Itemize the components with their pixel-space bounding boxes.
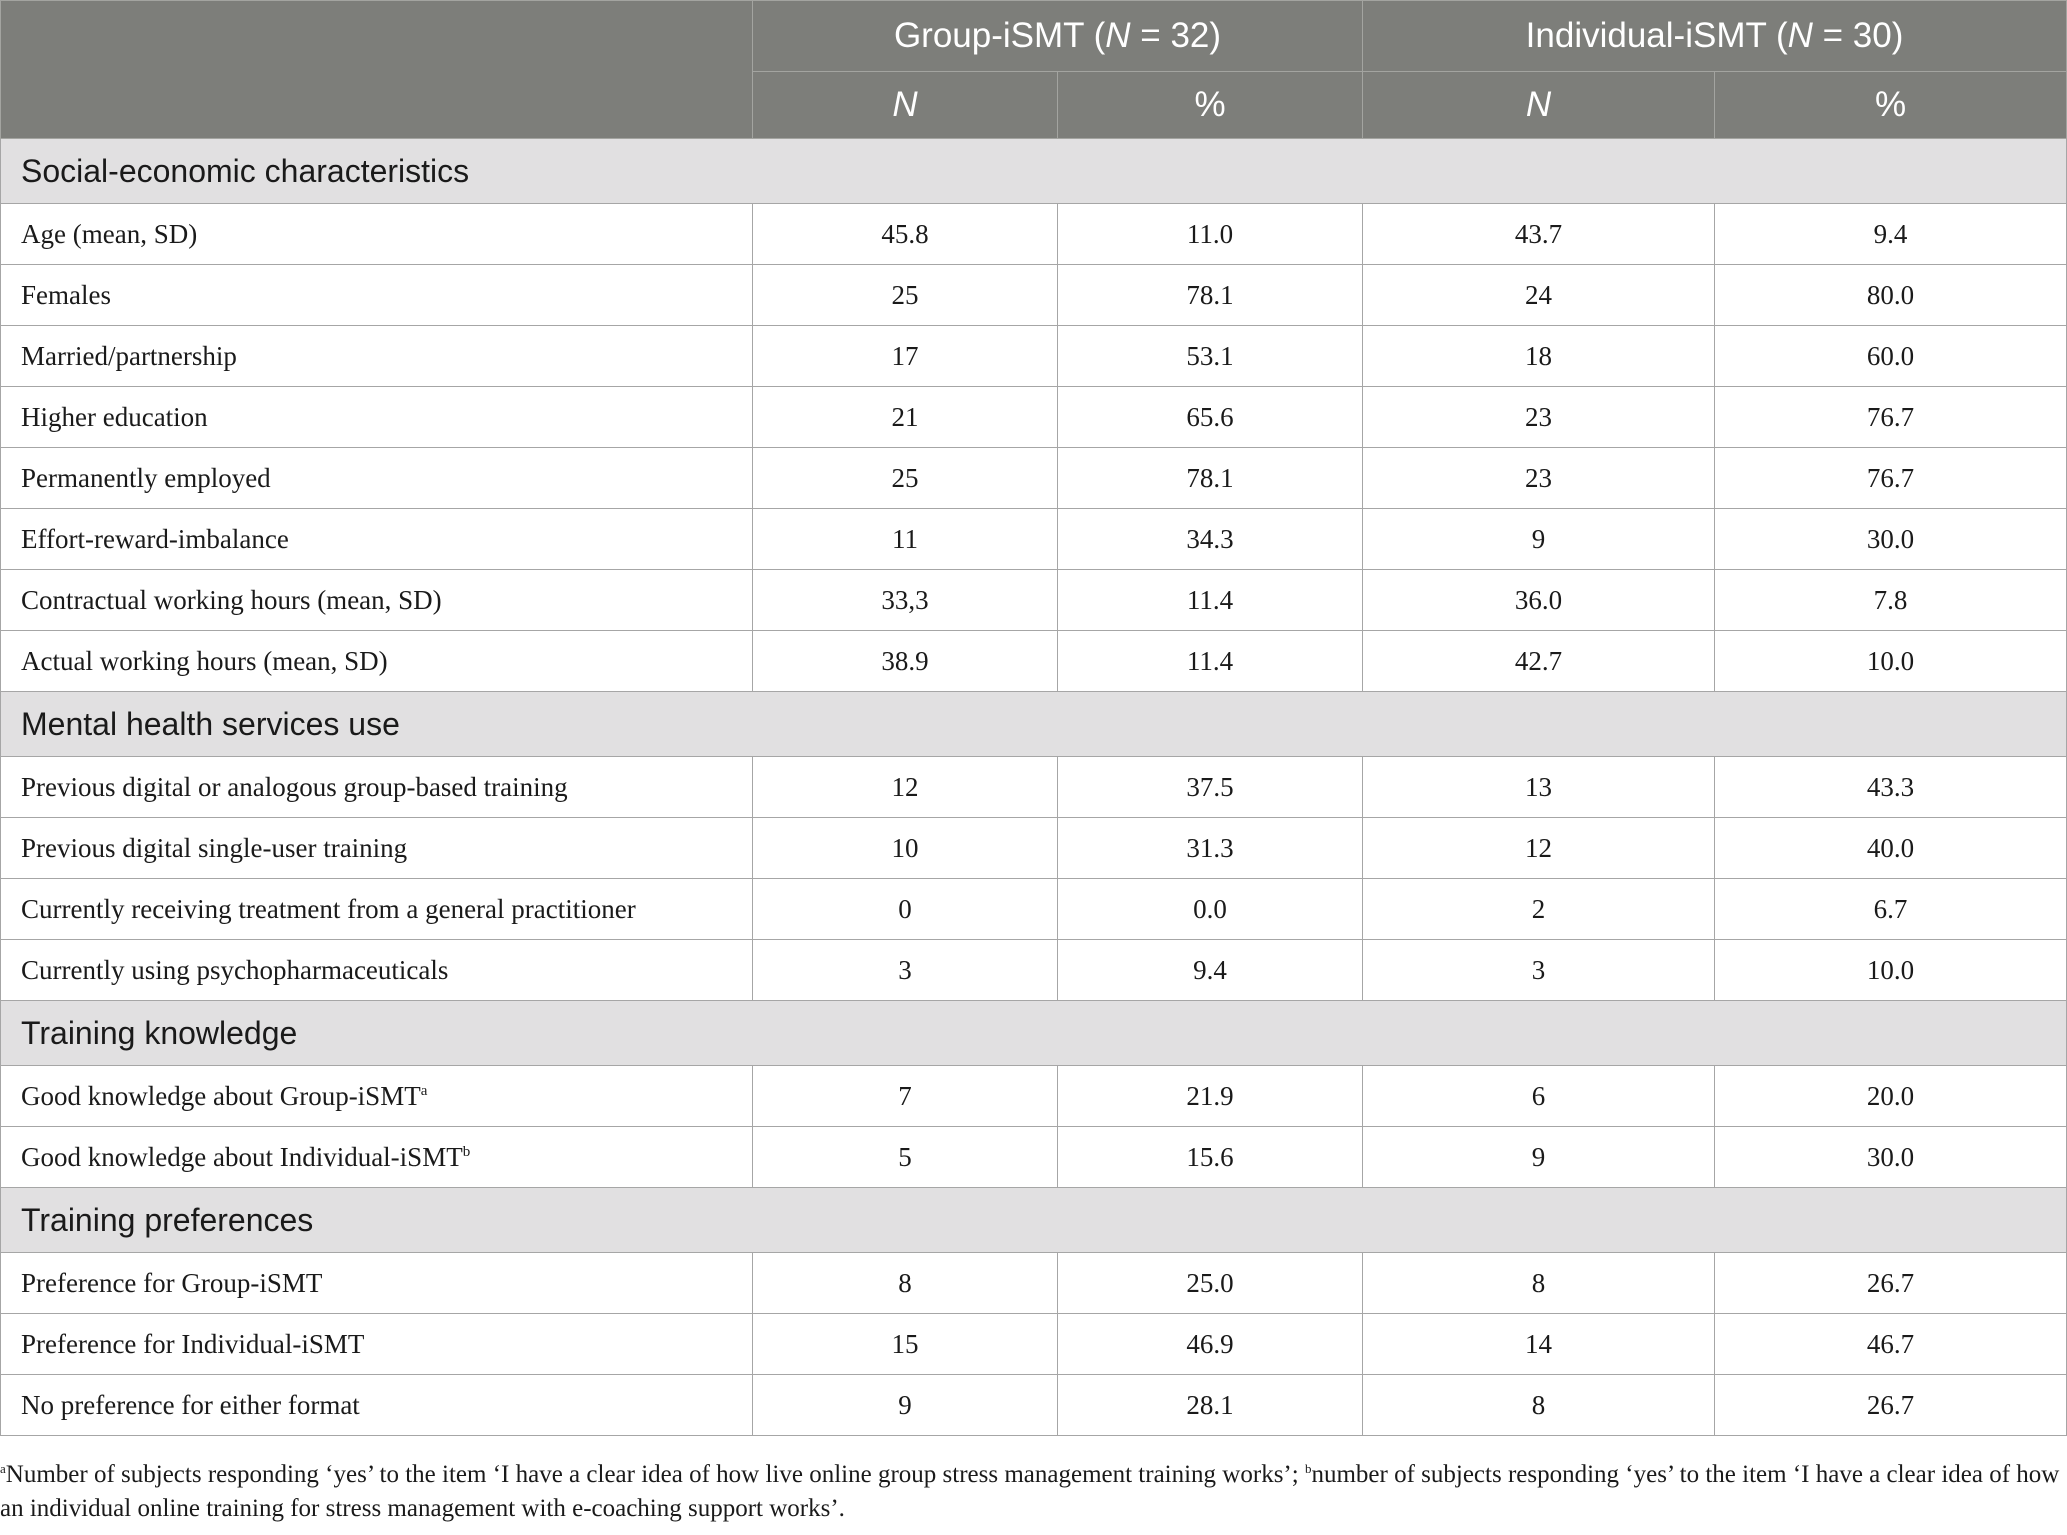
- row-label-cell: [1, 1314, 753, 1375]
- cell-individual-percent: 30.0: [1715, 509, 2067, 570]
- row-label: Actual working hours (mean, SD): [21, 645, 388, 676]
- row-label: Age (mean, SD): [21, 218, 198, 249]
- row-label: Contractual working hours (mean, SD): [21, 584, 442, 615]
- row-label-footnote-marker: b: [462, 1143, 471, 1160]
- cell-individual-n: 23: [1363, 448, 1715, 509]
- cell-individual-percent: 9.4: [1715, 204, 2067, 265]
- row-label-cell: [1, 631, 753, 692]
- footnote-marker-b: b: [1304, 1461, 1312, 1476]
- cell-group-percent: 0.0: [1058, 879, 1363, 940]
- cell-individual-percent: 76.7: [1715, 448, 2067, 509]
- section-title: Mental health services use: [1, 692, 2067, 757]
- cell-individual-n: 13: [1363, 757, 1715, 818]
- header-group-ismt-n-symbol: N: [1105, 16, 1131, 55]
- header-individual-ismt: [1363, 1, 2067, 72]
- section-row: [1, 692, 2067, 757]
- row-label-footnote-marker: a: [420, 1082, 428, 1099]
- cell-group-percent: 37.5: [1058, 757, 1363, 818]
- cell-individual-n: 9: [1363, 1127, 1715, 1188]
- table-row: [1, 757, 2067, 818]
- header-group-ismt-n-value: = 32): [1130, 16, 1222, 55]
- cell-individual-n: 42.7: [1363, 631, 1715, 692]
- table-body: [1, 139, 2067, 1436]
- cell-group-percent: 34.3: [1058, 509, 1363, 570]
- row-label: Effort-reward-imbalance: [21, 523, 289, 554]
- cell-group-percent: 28.1: [1058, 1375, 1363, 1436]
- cell-individual-percent: 20.0: [1715, 1066, 2067, 1127]
- row-label: Females: [21, 279, 111, 310]
- cell-group-percent: 53.1: [1058, 326, 1363, 387]
- cell-individual-n: 18: [1363, 326, 1715, 387]
- table-row: [1, 940, 2067, 1001]
- row-label-cell: [1, 326, 753, 387]
- cell-individual-percent: 7.8: [1715, 570, 2067, 631]
- table-row: [1, 818, 2067, 879]
- row-label: Good knowledge about Group-iSMT: [21, 1080, 421, 1111]
- cell-group-percent: 25.0: [1058, 1253, 1363, 1314]
- cell-individual-n: 9: [1363, 509, 1715, 570]
- row-label: Married/partnership: [21, 340, 237, 371]
- cell-group-n: 21: [753, 387, 1058, 448]
- row-label: No preference for either format: [21, 1389, 360, 1420]
- table-row: [1, 326, 2067, 387]
- cell-individual-n: 14: [1363, 1314, 1715, 1375]
- table-row: [1, 1375, 2067, 1436]
- header-individual-ismt-n-symbol: N: [1787, 16, 1813, 55]
- row-label-cell: [1, 757, 753, 818]
- cell-individual-n: 8: [1363, 1253, 1715, 1314]
- row-label-cell: [1, 940, 753, 1001]
- table-row: [1, 265, 2067, 326]
- header-label-cell: [1, 1, 753, 139]
- cell-individual-percent: 10.0: [1715, 940, 2067, 1001]
- cell-group-percent: 9.4: [1058, 940, 1363, 1001]
- section-row: [1, 1188, 2067, 1253]
- cell-group-n: 3: [753, 940, 1058, 1001]
- cell-group-n: 10: [753, 818, 1058, 879]
- cell-group-n: 11: [753, 509, 1058, 570]
- cell-group-percent: 21.9: [1058, 1066, 1363, 1127]
- table-row: [1, 387, 2067, 448]
- header-individual-ismt-n-value: = 30): [1812, 16, 1904, 55]
- row-label-cell: [1, 509, 753, 570]
- header-group-ismt-title: Group-iSMT (: [893, 16, 1106, 55]
- cell-individual-percent: 46.7: [1715, 1314, 2067, 1375]
- table-row: [1, 1127, 2067, 1188]
- cell-group-n: 12: [753, 757, 1058, 818]
- footnote-marker-a: a: [0, 1461, 6, 1476]
- row-label-cell: [1, 1066, 753, 1127]
- section-row: [1, 139, 2067, 204]
- footnote-text-b: number of subjects responding ‘yes’ to the item ‘I have a clear idea of how an individual online training for stress management with e-coaching support works’.: [0, 1461, 2060, 1522]
- table-row: [1, 631, 2067, 692]
- cell-individual-n: 3: [1363, 940, 1715, 1001]
- cell-group-n: 0: [753, 879, 1058, 940]
- cell-group-percent: 31.3: [1058, 818, 1363, 879]
- cell-individual-n: 43.7: [1363, 204, 1715, 265]
- row-label-cell: [1, 265, 753, 326]
- cell-individual-n: 36.0: [1363, 570, 1715, 631]
- cell-group-n: 7: [753, 1066, 1058, 1127]
- header-group-ismt: [753, 1, 1363, 72]
- cell-individual-n: 8: [1363, 1375, 1715, 1436]
- cell-group-n: 17: [753, 326, 1058, 387]
- cell-individual-n: 2: [1363, 879, 1715, 940]
- cell-group-percent: 46.9: [1058, 1314, 1363, 1375]
- subheader-group-percent: %: [1058, 72, 1363, 139]
- cell-group-percent: 78.1: [1058, 265, 1363, 326]
- cell-individual-percent: 76.7: [1715, 387, 2067, 448]
- table-row: [1, 879, 2067, 940]
- cell-individual-n: 24: [1363, 265, 1715, 326]
- row-label: Previous digital or analogous group-based training: [21, 771, 568, 802]
- table-row: [1, 448, 2067, 509]
- section-row: [1, 1001, 2067, 1066]
- section-title: Social-economic characteristics: [1, 139, 2067, 204]
- cell-group-percent: 11.4: [1058, 570, 1363, 631]
- cell-individual-percent: 26.7: [1715, 1375, 2067, 1436]
- row-label: Preference for Individual-iSMT: [21, 1328, 365, 1359]
- cell-group-percent: 15.6: [1058, 1127, 1363, 1188]
- table-row: [1, 1253, 2067, 1314]
- cell-group-percent: 11.4: [1058, 631, 1363, 692]
- subheader-individual-n: N: [1363, 72, 1715, 139]
- row-label: Higher education: [21, 401, 208, 432]
- table-row: [1, 1314, 2067, 1375]
- cell-group-n: 5: [753, 1127, 1058, 1188]
- subheader-individual-percent: %: [1715, 72, 2067, 139]
- cell-individual-percent: 40.0: [1715, 818, 2067, 879]
- cell-individual-percent: 60.0: [1715, 326, 2067, 387]
- cell-group-percent: 11.0: [1058, 204, 1363, 265]
- section-title: Training preferences: [1, 1188, 2067, 1253]
- cell-group-n: 45.8: [753, 204, 1058, 265]
- cell-group-n: 38.9: [753, 631, 1058, 692]
- row-label-cell: [1, 448, 753, 509]
- cell-individual-percent: 30.0: [1715, 1127, 2067, 1188]
- row-label: Currently receiving treatment from a general practitioner: [21, 893, 636, 924]
- table-row: [1, 509, 2067, 570]
- subheader-group-n: N: [753, 72, 1058, 139]
- cell-individual-n: 6: [1363, 1066, 1715, 1127]
- table-footnote: [0, 1458, 2062, 1526]
- row-label: Previous digital single-user training: [21, 832, 408, 863]
- row-label-cell: [1, 1375, 753, 1436]
- row-label-cell: [1, 570, 753, 631]
- cell-group-n: 33,3: [753, 570, 1058, 631]
- cell-group-n: 25: [753, 448, 1058, 509]
- section-title: Training knowledge: [1, 1001, 2067, 1066]
- row-label: Preference for Group-iSMT: [21, 1267, 323, 1298]
- cell-group-percent: 78.1: [1058, 448, 1363, 509]
- row-label: Good knowledge about Individual-iSMT: [21, 1141, 463, 1172]
- row-label-cell: [1, 818, 753, 879]
- table-row: [1, 1066, 2067, 1127]
- cell-group-n: 15: [753, 1314, 1058, 1375]
- cell-group-n: 25: [753, 265, 1058, 326]
- row-label-cell: [1, 1127, 753, 1188]
- row-label: Currently using psychopharmaceuticals: [21, 954, 449, 985]
- header-individual-ismt-title: Individual-iSMT (: [1525, 16, 1788, 55]
- cell-individual-percent: 10.0: [1715, 631, 2067, 692]
- cell-individual-n: 12: [1363, 818, 1715, 879]
- cell-group-n: 8: [753, 1253, 1058, 1314]
- row-label-cell: [1, 879, 753, 940]
- row-label-cell: [1, 1253, 753, 1314]
- cell-group-percent: 65.6: [1058, 387, 1363, 448]
- row-label-cell: [1, 204, 753, 265]
- row-label: Permanently employed: [21, 462, 271, 493]
- table-header: [1, 1, 2067, 139]
- cell-individual-n: 23: [1363, 387, 1715, 448]
- cell-individual-percent: 80.0: [1715, 265, 2067, 326]
- footnote-text-a: Number of subjects responding ‘yes’ to the item ‘I have a clear idea of how live online group stress management training works’;: [5, 1461, 1305, 1488]
- cell-group-n: 9: [753, 1375, 1058, 1436]
- table-row: [1, 570, 2067, 631]
- cell-individual-percent: 26.7: [1715, 1253, 2067, 1314]
- row-label-cell: [1, 387, 753, 448]
- cell-individual-percent: 6.7: [1715, 879, 2067, 940]
- table-row: [1, 204, 2067, 265]
- cell-individual-percent: 43.3: [1715, 757, 2067, 818]
